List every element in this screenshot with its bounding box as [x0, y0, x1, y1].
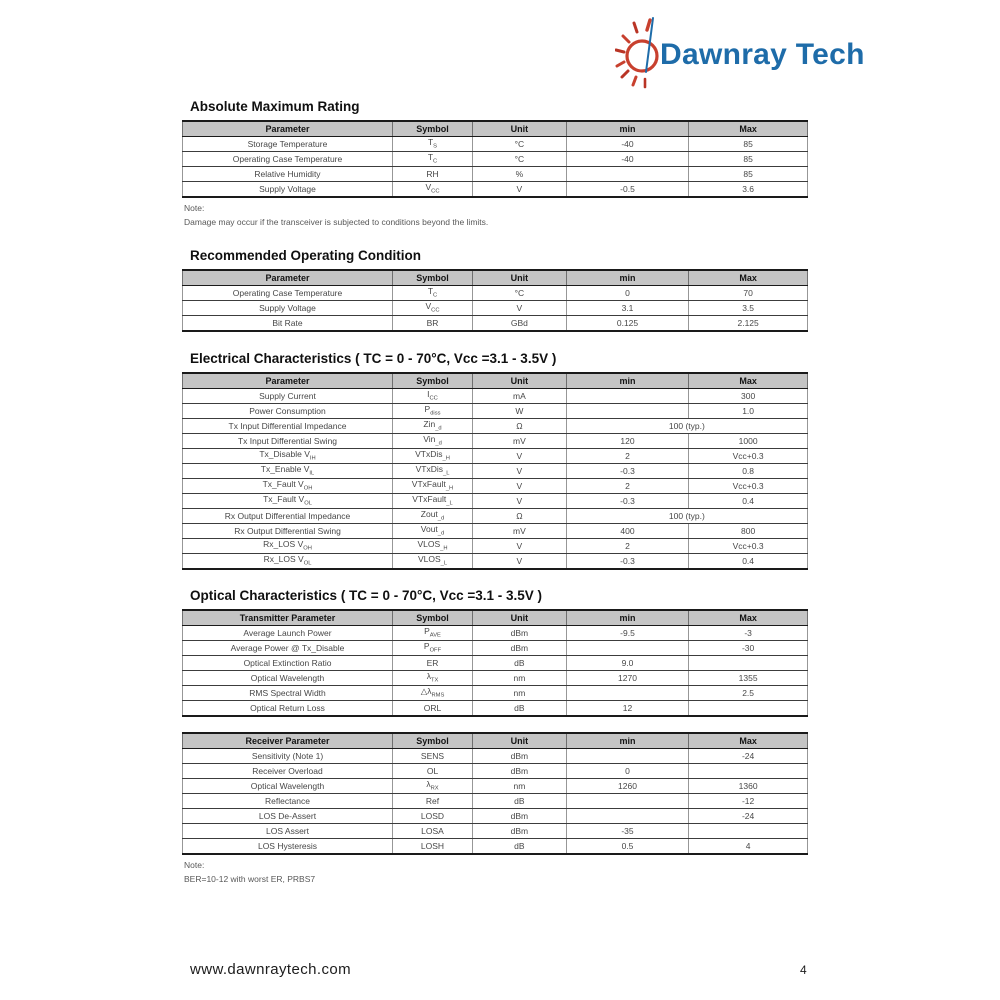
- table-row: [183, 286, 808, 301]
- max-cell: 300: [689, 389, 808, 404]
- symbol-cell: ER: [393, 656, 473, 671]
- max-cell: 1000: [689, 434, 808, 449]
- min-cell: -35: [566, 824, 689, 839]
- column-header: Max: [689, 121, 808, 137]
- parameter-cell: Average Launch Power: [183, 626, 393, 641]
- symbol-cell: LOSD: [393, 809, 473, 824]
- unit-cell: %: [473, 167, 567, 182]
- header-row: [183, 373, 808, 389]
- max-cell: Vcc+0.3: [689, 539, 808, 554]
- table-row: [183, 509, 808, 524]
- symbol-cell: $I_{CC}$: [393, 389, 473, 404]
- max-cell: [689, 764, 808, 779]
- column-header: Unit: [473, 270, 567, 286]
- column-header: Transmitter Parameter: [183, 610, 393, 626]
- unit-cell: °C: [473, 137, 567, 152]
- min-cell: [566, 404, 689, 419]
- min-cell: -0.5: [566, 182, 689, 198]
- note-text: BER=10-12 with worst ER, PRBS7: [184, 874, 316, 884]
- max-cell: 70: [689, 286, 808, 301]
- column-header: Symbol: [393, 733, 473, 749]
- parameter-cell: Relative Humidity: [183, 167, 393, 182]
- unit-cell: dBm: [473, 641, 567, 656]
- symbol-cell: Vout$_{\_d}$: [393, 524, 473, 539]
- table-row: [183, 764, 808, 779]
- min-cell: [566, 794, 689, 809]
- column-header: min: [566, 373, 689, 389]
- symbol-cell: BR: [393, 316, 473, 332]
- unit-cell: dB: [473, 794, 567, 809]
- parameter-cell: Rx Output Differential Impedance: [183, 509, 393, 524]
- table-row: [183, 137, 808, 152]
- parameter-cell: Average Power @ Tx_Disable: [183, 641, 393, 656]
- unit-cell: V: [473, 182, 567, 198]
- max-cell: 4: [689, 839, 808, 855]
- unit-cell: °C: [473, 152, 567, 167]
- min-cell: 2: [566, 539, 689, 554]
- parameter-cell: Reflectance: [183, 794, 393, 809]
- brand-logo: [615, 10, 865, 92]
- min-cell: 400: [566, 524, 689, 539]
- min-cell: [566, 389, 689, 404]
- table-row: [183, 686, 808, 701]
- unit-cell: nm: [473, 779, 567, 794]
- symbol-cell: $V_{CC}$: [393, 301, 473, 316]
- unit-cell: V: [473, 449, 567, 464]
- unit-cell: dB: [473, 839, 567, 855]
- max-cell: [689, 701, 808, 717]
- max-cell: -30: [689, 641, 808, 656]
- table-row: [183, 464, 808, 479]
- parameter-cell: Tx_Disable $V_{IH}$: [183, 449, 393, 464]
- unit-cell: V: [473, 554, 567, 570]
- column-header: Unit: [473, 733, 567, 749]
- unit-cell: dB: [473, 656, 567, 671]
- header-row: [183, 121, 808, 137]
- parameter-cell: Optical Wavelength: [183, 779, 393, 794]
- symbol-cell: $\triangle\lambda_{RMS}$: [393, 686, 473, 701]
- note-block: [184, 858, 808, 886]
- footer-url: www.dawnraytech.com: [190, 961, 351, 978]
- table-row: [183, 794, 808, 809]
- parameter-cell: RMS Spectral Width: [183, 686, 393, 701]
- unit-cell: mA: [473, 389, 567, 404]
- column-header: Unit: [473, 121, 567, 137]
- parameter-cell: Sensitivity (Note 1): [183, 749, 393, 764]
- table-row: [183, 809, 808, 824]
- unit-cell: nm: [473, 686, 567, 701]
- note-label: Note:: [184, 860, 205, 870]
- min-cell: 9.0: [566, 656, 689, 671]
- header-row: [183, 733, 808, 749]
- symbol-cell: VTxFault$_{\_H}$: [393, 479, 473, 494]
- min-cell: -40: [566, 152, 689, 167]
- symbol-cell: Zin$_{\_d}$: [393, 419, 473, 434]
- symbol-cell: $VLOS_{\_L}$: [393, 554, 473, 570]
- symbol-cell: $P_{AVE}$: [393, 626, 473, 641]
- table-row: [183, 671, 808, 686]
- min-cell: 1260: [566, 779, 689, 794]
- symbol-cell: $P_{diss}$: [393, 404, 473, 419]
- min-cell: [566, 641, 689, 656]
- parameter-cell: Tx Input Differential Swing: [183, 434, 393, 449]
- max-cell: 0.4: [689, 494, 808, 509]
- column-header: Unit: [473, 373, 567, 389]
- symbol-cell: Ref: [393, 794, 473, 809]
- min-cell: 2: [566, 449, 689, 464]
- unit-cell: dBm: [473, 824, 567, 839]
- parameter-cell: Optical Wavelength: [183, 671, 393, 686]
- max-cell: 85: [689, 167, 808, 182]
- column-header: Symbol: [393, 373, 473, 389]
- symbol-cell: $P_{OFF}$: [393, 641, 473, 656]
- max-cell: 1355: [689, 671, 808, 686]
- table-row: [183, 389, 808, 404]
- symbol-cell: VTxFault$_{\_L}$: [393, 494, 473, 509]
- unit-cell: dBm: [473, 626, 567, 641]
- max-cell: 0.4: [689, 554, 808, 570]
- unit-cell: °C: [473, 286, 567, 301]
- unit-cell: V: [473, 539, 567, 554]
- column-header: Max: [689, 373, 808, 389]
- parameter-cell: LOS Hysteresis: [183, 839, 393, 855]
- min-cell: 2: [566, 479, 689, 494]
- max-cell: 800: [689, 524, 808, 539]
- unit-cell: GBd: [473, 316, 567, 332]
- min-cell: [566, 809, 689, 824]
- table-row: [183, 434, 808, 449]
- table-row: [183, 524, 808, 539]
- table-row: [183, 626, 808, 641]
- min-cell: 1270: [566, 671, 689, 686]
- max-cell: 2.125: [689, 316, 808, 332]
- page-number: 4: [800, 963, 807, 977]
- symbol-cell: Vin$_{\_d}$: [393, 434, 473, 449]
- parameter-cell: Supply Current: [183, 389, 393, 404]
- column-header: Symbol: [393, 610, 473, 626]
- brand-name: Dawnray Tech: [660, 38, 865, 71]
- column-header: Symbol: [393, 121, 473, 137]
- column-header: min: [566, 610, 689, 626]
- min-cell: -0.3: [566, 464, 689, 479]
- parameter-cell: Rx_LOS $V_{OH}$: [183, 539, 393, 554]
- unit-cell: V: [473, 494, 567, 509]
- symbol-cell: OL: [393, 764, 473, 779]
- max-cell: -3: [689, 626, 808, 641]
- table-row: [183, 404, 808, 419]
- parameter-cell: LOS Assert: [183, 824, 393, 839]
- unit-cell: W: [473, 404, 567, 419]
- unit-cell: dB: [473, 701, 567, 717]
- table-row: [183, 779, 808, 794]
- parameter-cell: Supply Voltage: [183, 301, 393, 316]
- min-cell: 3.1: [566, 301, 689, 316]
- parameter-cell: Supply Voltage: [183, 182, 393, 198]
- parameter-cell: Tx_Enable $V_{IL}$: [183, 464, 393, 479]
- minmax-span-cell: 100 (typ.): [566, 509, 807, 524]
- unit-cell: V: [473, 301, 567, 316]
- table-row: [183, 419, 808, 434]
- column-header: Parameter: [183, 121, 393, 137]
- electrical-characteristics-table: [182, 372, 808, 570]
- max-cell: 1.0: [689, 404, 808, 419]
- unit-cell: nm: [473, 671, 567, 686]
- symbol-cell: SENS: [393, 749, 473, 764]
- min-cell: -0.3: [566, 554, 689, 570]
- symbol-cell: $\lambda_{RX}$: [393, 779, 473, 794]
- table-row: [183, 449, 808, 464]
- parameter-cell: Storage Temperature: [183, 137, 393, 152]
- table-row: [183, 701, 808, 717]
- max-cell: 0.8: [689, 464, 808, 479]
- parameter-cell: Rx_LOS $V_{OL}$: [183, 554, 393, 570]
- symbol-cell: ORL: [393, 701, 473, 717]
- table-row: [183, 182, 808, 198]
- parameter-cell: Receiver Overload: [183, 764, 393, 779]
- optical-receiver-table: [182, 732, 808, 855]
- parameter-cell: Optical Return Loss: [183, 701, 393, 717]
- min-cell: -0.3: [566, 494, 689, 509]
- section-absolute-maximum-rating: [182, 99, 808, 229]
- unit-cell: Ω: [473, 509, 567, 524]
- max-cell: 85: [689, 137, 808, 152]
- note-label: Note:: [184, 203, 205, 213]
- column-header: Max: [689, 610, 808, 626]
- section-title: Recommended Operating Condition: [190, 248, 422, 263]
- table-row: [183, 301, 808, 316]
- max-cell: Vcc+0.3: [689, 449, 808, 464]
- symbol-cell: VTxDis$_{\_H}$: [393, 449, 473, 464]
- table-row: [183, 316, 808, 332]
- min-cell: 0.125: [566, 316, 689, 332]
- min-cell: 0: [566, 764, 689, 779]
- symbol-cell: $T_C$: [393, 286, 473, 301]
- table-row: [183, 554, 808, 570]
- column-header: min: [566, 733, 689, 749]
- symbol-cell: RH: [393, 167, 473, 182]
- max-cell: 3.6: [689, 182, 808, 198]
- section-title: Electrical Characteristics ( TC = 0 - 70°C, Vcc =3.1 - 3.5V ): [190, 351, 557, 366]
- optical-transmitter-table: [182, 609, 808, 717]
- table-row: [183, 824, 808, 839]
- column-header: Unit: [473, 610, 567, 626]
- unit-cell: mV: [473, 524, 567, 539]
- unit-cell: dBm: [473, 749, 567, 764]
- unit-cell: V: [473, 464, 567, 479]
- parameter-cell: Tx_Fault $V_{OL}$: [183, 494, 393, 509]
- max-cell: -12: [689, 794, 808, 809]
- section-recommended-operating-condition: [182, 248, 808, 332]
- max-cell: [689, 824, 808, 839]
- max-cell: Vcc+0.3: [689, 479, 808, 494]
- parameter-cell: Tx_Fault $V_{OH}$: [183, 479, 393, 494]
- min-cell: -9.5: [566, 626, 689, 641]
- unit-cell: dBm: [473, 764, 567, 779]
- column-header: min: [566, 270, 689, 286]
- max-cell: -24: [689, 749, 808, 764]
- table-row: [183, 641, 808, 656]
- column-header: Symbol: [393, 270, 473, 286]
- min-cell: [566, 749, 689, 764]
- unit-cell: V: [473, 479, 567, 494]
- table-row: [183, 152, 808, 167]
- minmax-span-cell: 100 (typ.): [566, 419, 807, 434]
- parameter-cell: Optical Extinction Ratio: [183, 656, 393, 671]
- symbol-cell: $T_C$: [393, 152, 473, 167]
- section-optical-characteristics: [182, 588, 808, 886]
- note-text: Damage may occur if the transceiver is subjected to conditions beyond the limits.: [184, 217, 489, 227]
- column-header: Max: [689, 270, 808, 286]
- symbol-cell: VTxDis$_{\_L}$: [393, 464, 473, 479]
- min-cell: 0.5: [566, 839, 689, 855]
- parameter-cell: Rx Output Differential Swing: [183, 524, 393, 539]
- header-row: [183, 270, 808, 286]
- section-electrical-characteristics: [182, 351, 808, 570]
- recommended-operating-condition-table: [182, 269, 808, 332]
- header-row: [183, 610, 808, 626]
- unit-cell: dBm: [473, 809, 567, 824]
- max-cell: 3.5: [689, 301, 808, 316]
- min-cell: 12: [566, 701, 689, 717]
- parameter-cell: Operating Case Temperature: [183, 286, 393, 301]
- min-cell: 0: [566, 286, 689, 301]
- min-cell: [566, 686, 689, 701]
- min-cell: -40: [566, 137, 689, 152]
- column-header: Max: [689, 733, 808, 749]
- min-cell: 120: [566, 434, 689, 449]
- absolute-maximum-rating-table: [182, 120, 808, 198]
- table-row: [183, 167, 808, 182]
- table-row: [183, 839, 808, 855]
- parameter-cell: Tx Input Differential Impedance: [183, 419, 393, 434]
- max-cell: 85: [689, 152, 808, 167]
- symbol-cell: $V_{CC}$: [393, 182, 473, 198]
- max-cell: -24: [689, 809, 808, 824]
- parameter-cell: Operating Case Temperature: [183, 152, 393, 167]
- symbol-cell: LOSH: [393, 839, 473, 855]
- symbol-cell: LOSA: [393, 824, 473, 839]
- column-header: Parameter: [183, 270, 393, 286]
- table-row: [183, 494, 808, 509]
- section-title: Optical Characteristics ( TC = 0 - 70°C, Vcc =3.1 - 3.5V ): [190, 588, 543, 603]
- section-title: Absolute Maximum Rating: [190, 99, 360, 114]
- symbol-cell: $T_S$: [393, 137, 473, 152]
- unit-cell: Ω: [473, 419, 567, 434]
- max-cell: 1360: [689, 779, 808, 794]
- note-block: [184, 201, 808, 229]
- table-row: [183, 656, 808, 671]
- parameter-cell: LOS De-Assert: [183, 809, 393, 824]
- max-cell: [689, 656, 808, 671]
- symbol-cell: $VLOS_{\_H}$: [393, 539, 473, 554]
- parameter-cell: Power Consumption: [183, 404, 393, 419]
- column-header: Receiver Parameter: [183, 733, 393, 749]
- max-cell: 2.5: [689, 686, 808, 701]
- symbol-cell: Zout$_{\_d}$: [393, 509, 473, 524]
- table-row: [183, 539, 808, 554]
- unit-cell: mV: [473, 434, 567, 449]
- parameter-cell: Bit Rate: [183, 316, 393, 332]
- column-header: Parameter: [183, 373, 393, 389]
- table-row: [183, 479, 808, 494]
- column-header: min: [566, 121, 689, 137]
- symbol-cell: $\lambda_{TX}$: [393, 671, 473, 686]
- min-cell: [566, 167, 689, 182]
- table-row: [183, 749, 808, 764]
